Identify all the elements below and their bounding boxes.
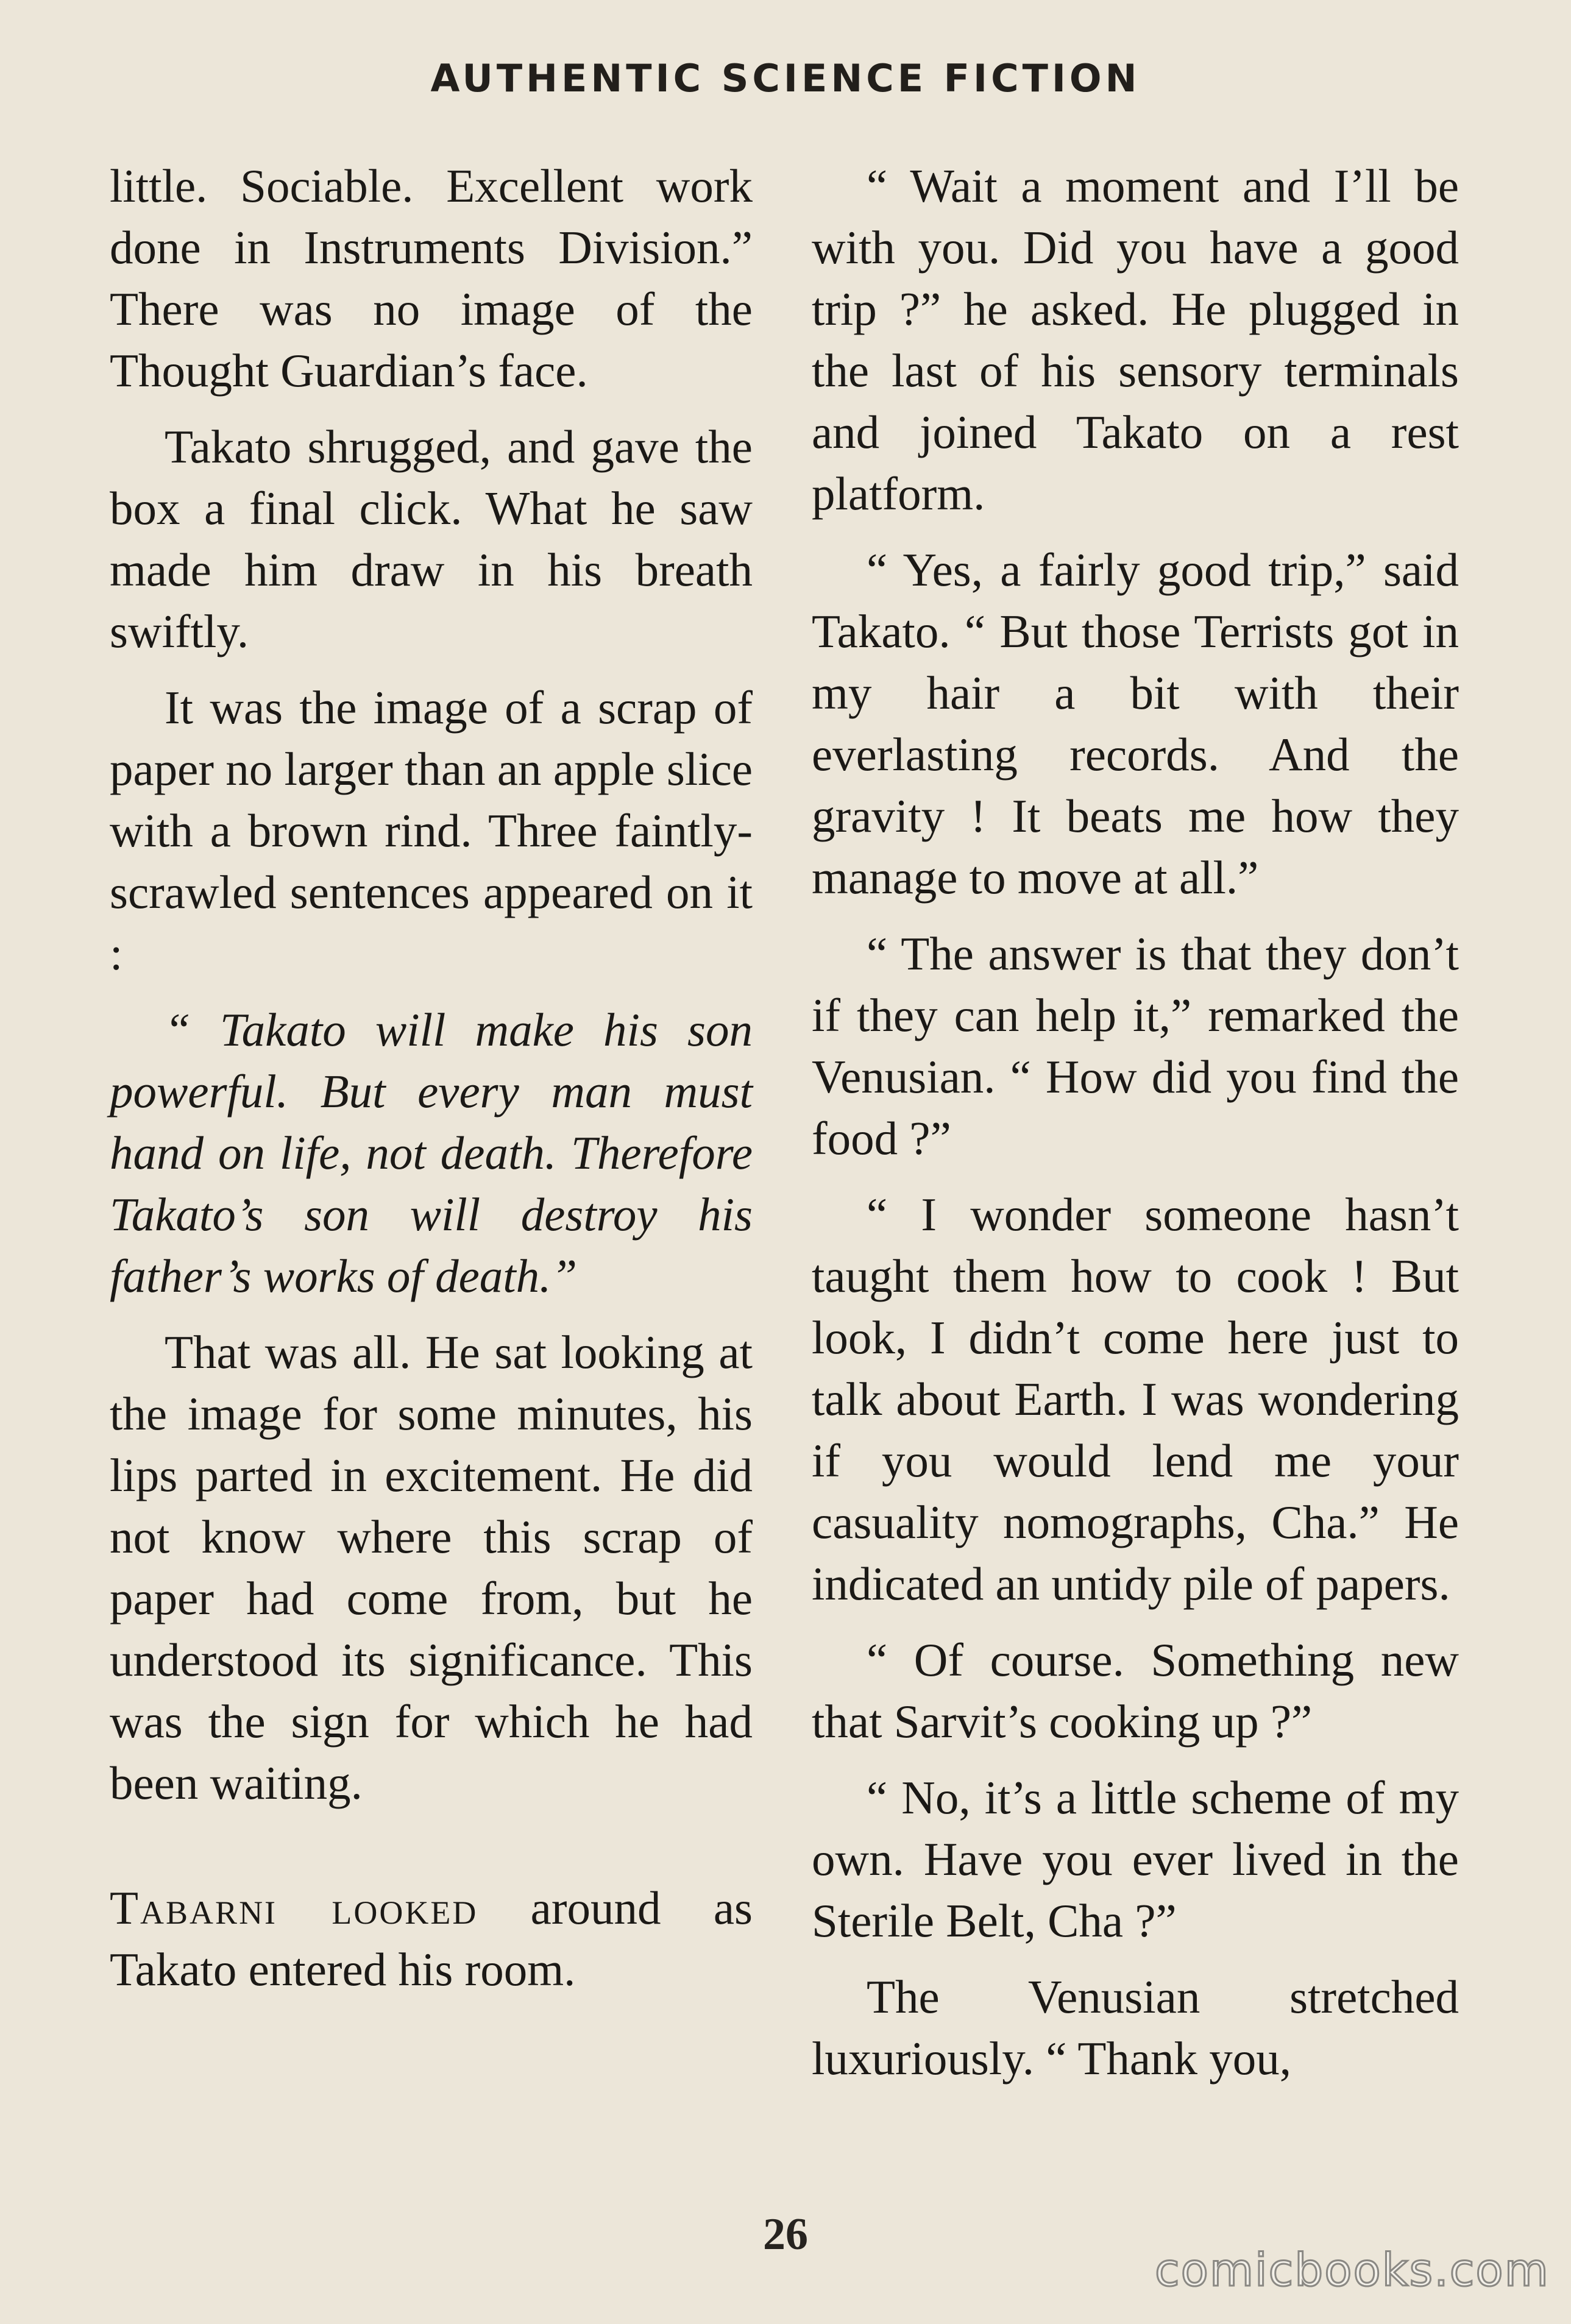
paragraph: Takato shrugged, and gave the box a final click. What he saw made him draw in his breath swiftly.	[110, 420, 753, 657]
paragraph: “ Wait a moment and I’ll be with you. Did you have a good trip ?” he asked. He plugged in the last of his sensory terminals and joined Takato on a rest platform.	[812, 160, 1459, 520]
quoted-message: “ Takato will make his son powerful. But every man must hand on life, not death. Therefore Takato’s son will destroy his father’s works of death.”	[110, 1004, 753, 1302]
paragraph: “ Of course. Something new that Sarvit’s cooking up ?”	[812, 1634, 1459, 1748]
right-column	[812, 155, 1459, 2104]
paragraph: It was the image of a scrap of paper no larger than an apple slice with a brown rind. Three faintly-scrawled sentences appeared on it :	[110, 681, 753, 980]
section-lead-in: Tabarni looked	[110, 1882, 478, 1934]
paragraph: “ The answer is that they don’t if they can help it,” remarked the Venusian. “ How did you find the food ?”	[812, 927, 1459, 1164]
section-opening-paragraph	[110, 1877, 753, 2000]
paragraph: little. Sociable. Excellent work done in Instruments Division.” There was no image of the Thought Guardian’s face.	[110, 160, 753, 397]
paragraph: That was all. He sat looking at the image for some minutes, his lips parted in excitement. He did not know where this scrap of paper had come from, but he understood its significance. This was the sign for which he had been waiting.	[110, 1326, 753, 1809]
running-header: AUTHENTIC SCIENCE FICTION	[430, 56, 1141, 101]
paragraph: The Venusian stretched luxuriously. “ Thank you,	[812, 1971, 1459, 2085]
watermark: comicbooks.com	[1155, 2244, 1550, 2297]
page-number: 26	[763, 2209, 808, 2259]
paragraph: “ No, it’s a little scheme of my own. Have you ever lived in the Sterile Belt, Cha ?”	[812, 1771, 1459, 1947]
paragraph-text: around as Takato entered his room.	[110, 1882, 753, 1996]
left-column	[110, 155, 753, 2015]
paragraph: “ I wonder someone hasn’t taught them how to cook ! But look, I didn’t come here just to talk about Earth. I was wondering if you would lend me your casuality nomographs, Cha.” He indicated an untidy pile of papers.	[812, 1188, 1459, 1610]
paragraph: “ Yes, a fairly good trip,” said Takato. “ But those Terrists got in my hair a bit with their everlasting records. And the gravity ! It beats me how they manage to move at all.”	[812, 544, 1459, 904]
